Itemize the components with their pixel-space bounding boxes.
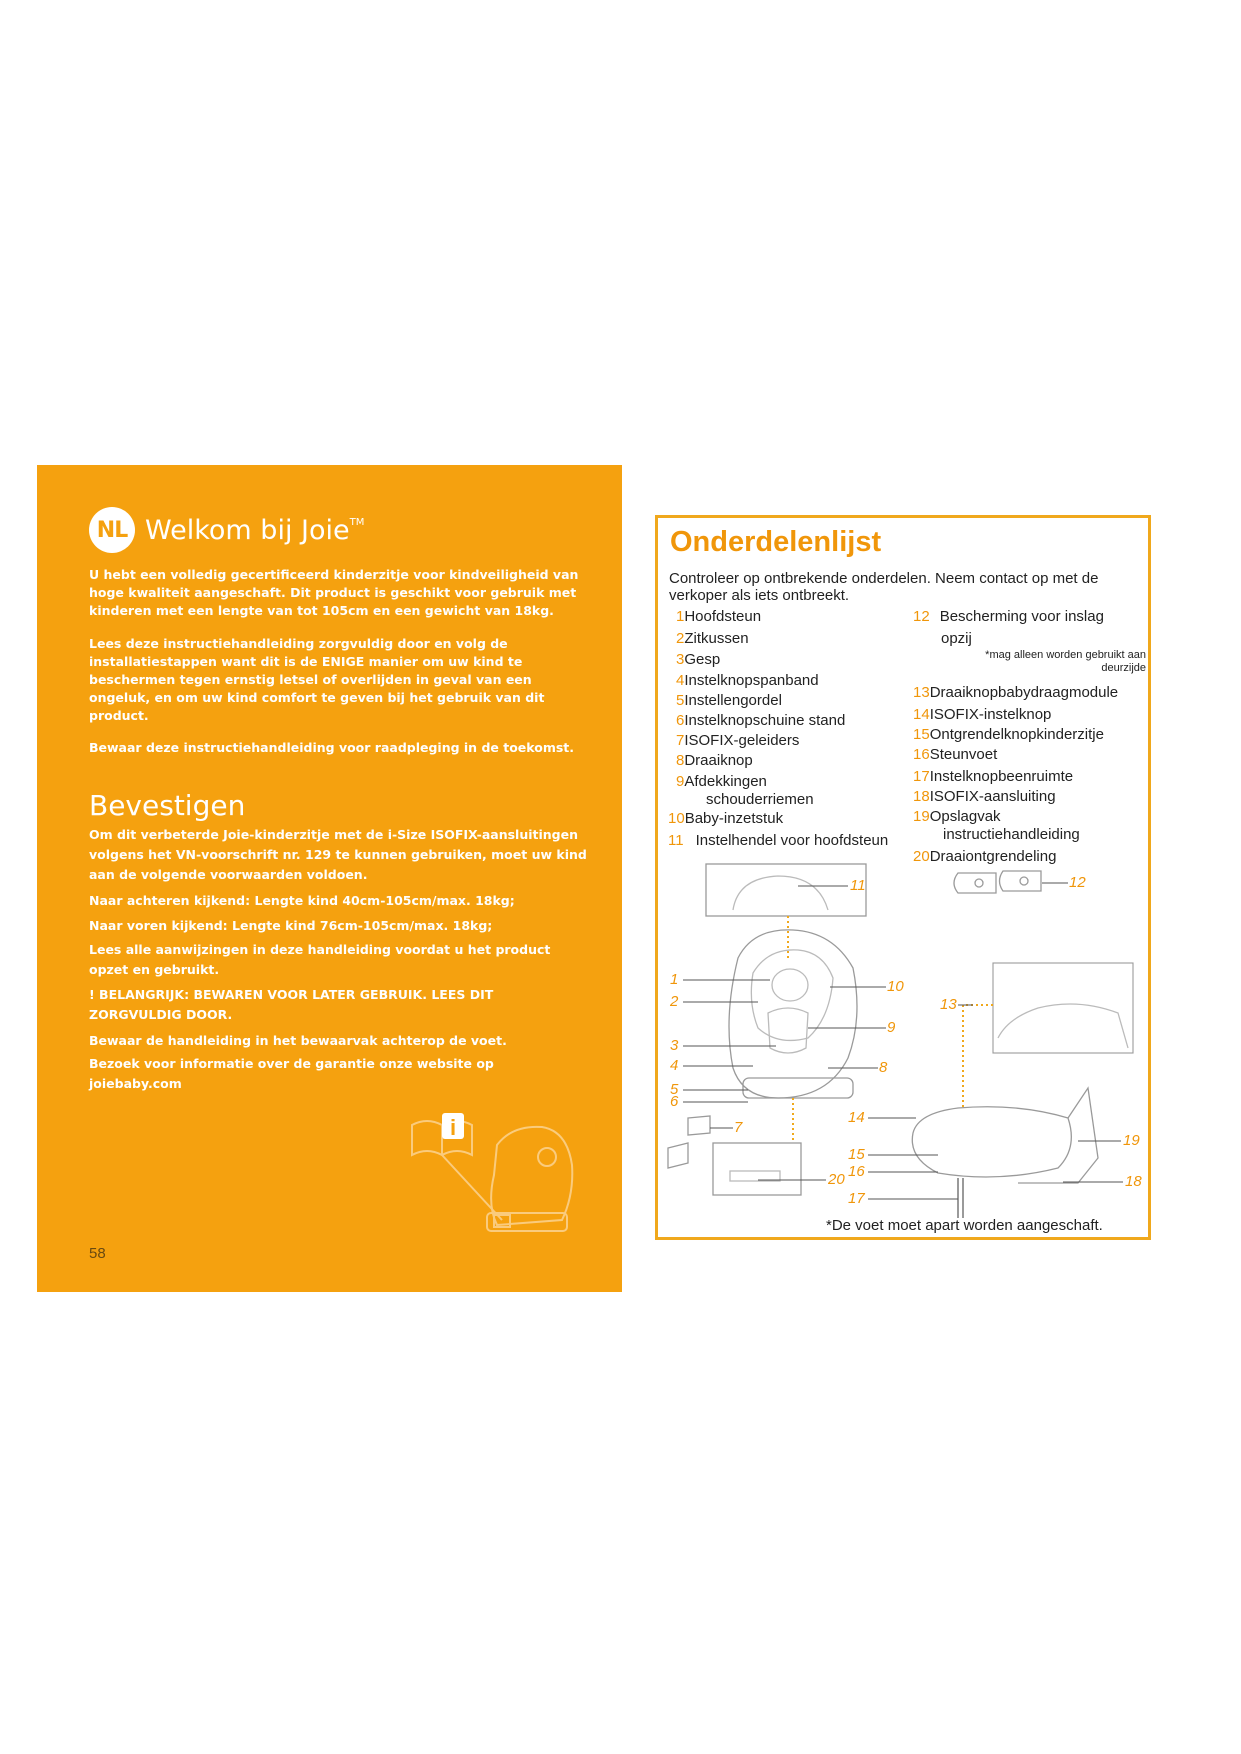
intro-paragraph-2: Lees deze instructiehandleiding zorgvuldig door en volg de installatiestappen want dit is de ENIGE manier om uw kind te beschermen tegen ernstig letsel of overlijden in geval van een ongeluk, en om uw kind comfort te geven bij het gebruik van dit product. (89, 636, 545, 723)
part-label: ISOFIX-instelknop (929, 706, 1052, 723)
part-label: Baby-inzetstuk (684, 810, 784, 827)
part-label: Draaiknopbabydraagmodule (929, 684, 1119, 701)
base-footnote: *De voet moet apart worden aangeschaft. (826, 1217, 1103, 1234)
part-label: Instelknopbeenruimte (929, 768, 1074, 785)
body-paragraph-2: Naar achteren kijkend: Lengte kind 40cm-105cm/max. 18kg; (89, 893, 515, 908)
welcome-title (145, 515, 364, 546)
callout-5: 5 (670, 1081, 679, 1098)
body-paragraph-1: Om dit verbeterde Joie-kinderzitje met de i-Size ISOFIX-aansluitingen volgens het VN-voorschrift nr. 129 te kunnen gebruiken, moet uw kind aan de volgende voorwaarden voldoen. (89, 827, 587, 882)
isofix-base-illustration (912, 1107, 1071, 1177)
part-label: Zitkussen (684, 630, 749, 647)
part-number: 11 (668, 832, 684, 849)
welcome-title-text: Welkom bij Joie (145, 514, 350, 546)
part-number: 1 (676, 608, 685, 625)
trademark-mark: TM (349, 516, 365, 528)
part-label: Bescherming voor inslag (939, 608, 1104, 625)
callout-8: 8 (879, 1059, 888, 1076)
part-number: 20 (913, 848, 930, 865)
detail-box-rotation-module (993, 963, 1133, 1053)
callout-11: 11 (850, 877, 866, 894)
part-label: Draaiontgrendeling (929, 848, 1057, 865)
part-number: 4 (676, 672, 685, 689)
seat-illustration (729, 930, 857, 1098)
body-paragraph-4: Lees alle aanwijzingen in deze handleiding voordat u het product opzet en gebruikt. (89, 942, 551, 977)
info-letter-icon: i (449, 1115, 457, 1140)
left-page-panel (37, 465, 622, 1292)
part-label: Instellengordel (684, 692, 782, 709)
callout-17: 17 (848, 1190, 865, 1207)
callout-12: 12 (1069, 874, 1086, 891)
part-label: ISOFIX-geleiders (684, 732, 800, 749)
callout-18: 18 (1125, 1173, 1142, 1190)
parts-diagram (658, 518, 1154, 1243)
callout-16: 16 (848, 1163, 865, 1180)
part-number: 12 (913, 608, 930, 625)
detail-box-base (713, 1143, 801, 1195)
part-number: 16 (913, 746, 930, 763)
intro-paragraph-3: Bewaar deze instructiehandleiding voor raadpleging in de toekomst. (89, 740, 575, 755)
part-label: Opslagvak (929, 808, 1001, 825)
part-number: 5 (676, 692, 685, 709)
section-heading-bevestigen: Bevestigen (89, 789, 246, 822)
body-paragraph-3: Naar voren kijkend: Lengte kind 76cm-105cm/max. 18kg; (89, 918, 493, 933)
diagram-callouts (669, 874, 1142, 1207)
part-number: 17 (913, 768, 930, 785)
part-label: Instelknopspanband (684, 672, 819, 689)
part-number: 2 (676, 630, 685, 647)
intro-paragraph-1: U hebt een volledig gecertificeerd kinderzitje voor kindveiligheid van hoge kwaliteit aangeschaft. Dit product is geschikt voor gebruik met kinderen met een lengte van tot 105cm en een gewicht van 18kg. (89, 567, 579, 618)
part-label: Afdekkingen (684, 773, 767, 790)
part-number: 3 (676, 651, 685, 668)
part-number: 14 (913, 706, 930, 723)
part-number: 8 (676, 752, 685, 769)
manual-storage-illustration (402, 1095, 602, 1245)
part-label: Gesp (684, 651, 721, 668)
part-number: 7 (676, 732, 685, 749)
parts-list-title: Onderdelenlijst (670, 526, 882, 558)
welcome-title-row (89, 507, 364, 553)
body-paragraph-5: ! BELANGRIJK: BEWAREN VOOR LATER GEBRUIK. LEES DIT ZORGVULDIG DOOR. (89, 987, 494, 1022)
part-label: Hoofdsteun (684, 608, 762, 625)
callout-14: 14 (848, 1109, 865, 1126)
parts-list-intro: Controleer op ontbrekende onderdelen. Neem contact op met de verkoper als iets ontbreekt. (669, 570, 1099, 604)
callout-9: 9 (887, 1019, 896, 1036)
callout-13: 13 (940, 996, 957, 1013)
part-number: 6 (676, 712, 685, 729)
callout-6: 6 (670, 1093, 679, 1110)
callout-20: 20 (828, 1171, 845, 1188)
callout-2: 2 (670, 993, 679, 1010)
detail-box-headrest (706, 864, 866, 916)
part-label: opzij (941, 630, 972, 647)
body-paragraph-6: Bewaar de handleiding in het bewaarvak achterop de voet. (89, 1033, 507, 1048)
part-label: Instelhendel voor hoofdsteun (695, 832, 889, 849)
part-label: Ontgrendelknopkinderzitje (929, 726, 1104, 743)
callout-19: 19 (1123, 1132, 1140, 1149)
callout-3: 3 (670, 1037, 679, 1054)
part-label: schouderriemen (706, 791, 814, 808)
callout-10: 10 (887, 978, 904, 995)
door-side-note: *mag alleen worden gebruikt aan deurzijde (985, 649, 1146, 674)
part-label: Steunvoet (929, 746, 998, 763)
part-label: instructiehandleiding (943, 826, 1080, 843)
part-number: 9 (676, 773, 685, 790)
part-label: Instelknopschuine stand (684, 712, 846, 729)
part-number: 15 (913, 726, 930, 743)
part-number: 10 (668, 810, 685, 827)
part-number: 19 (913, 808, 930, 825)
callout-1: 1 (670, 971, 679, 988)
part-number: 18 (913, 788, 930, 805)
callout-7: 7 (734, 1119, 743, 1136)
body-paragraph-7: Bezoek voor informatie over de garantie onze website op joiebaby.com (89, 1056, 494, 1091)
page-number: 58 (89, 1245, 106, 1262)
callout-15: 15 (848, 1146, 865, 1163)
part-number: 13 (913, 684, 930, 701)
parts-list-panel (655, 515, 1151, 1240)
part-label: Draaiknop (684, 752, 753, 769)
language-badge: NL (89, 507, 135, 553)
callout-4: 4 (670, 1057, 679, 1074)
part-label: ISOFIX-aansluiting (929, 788, 1056, 805)
